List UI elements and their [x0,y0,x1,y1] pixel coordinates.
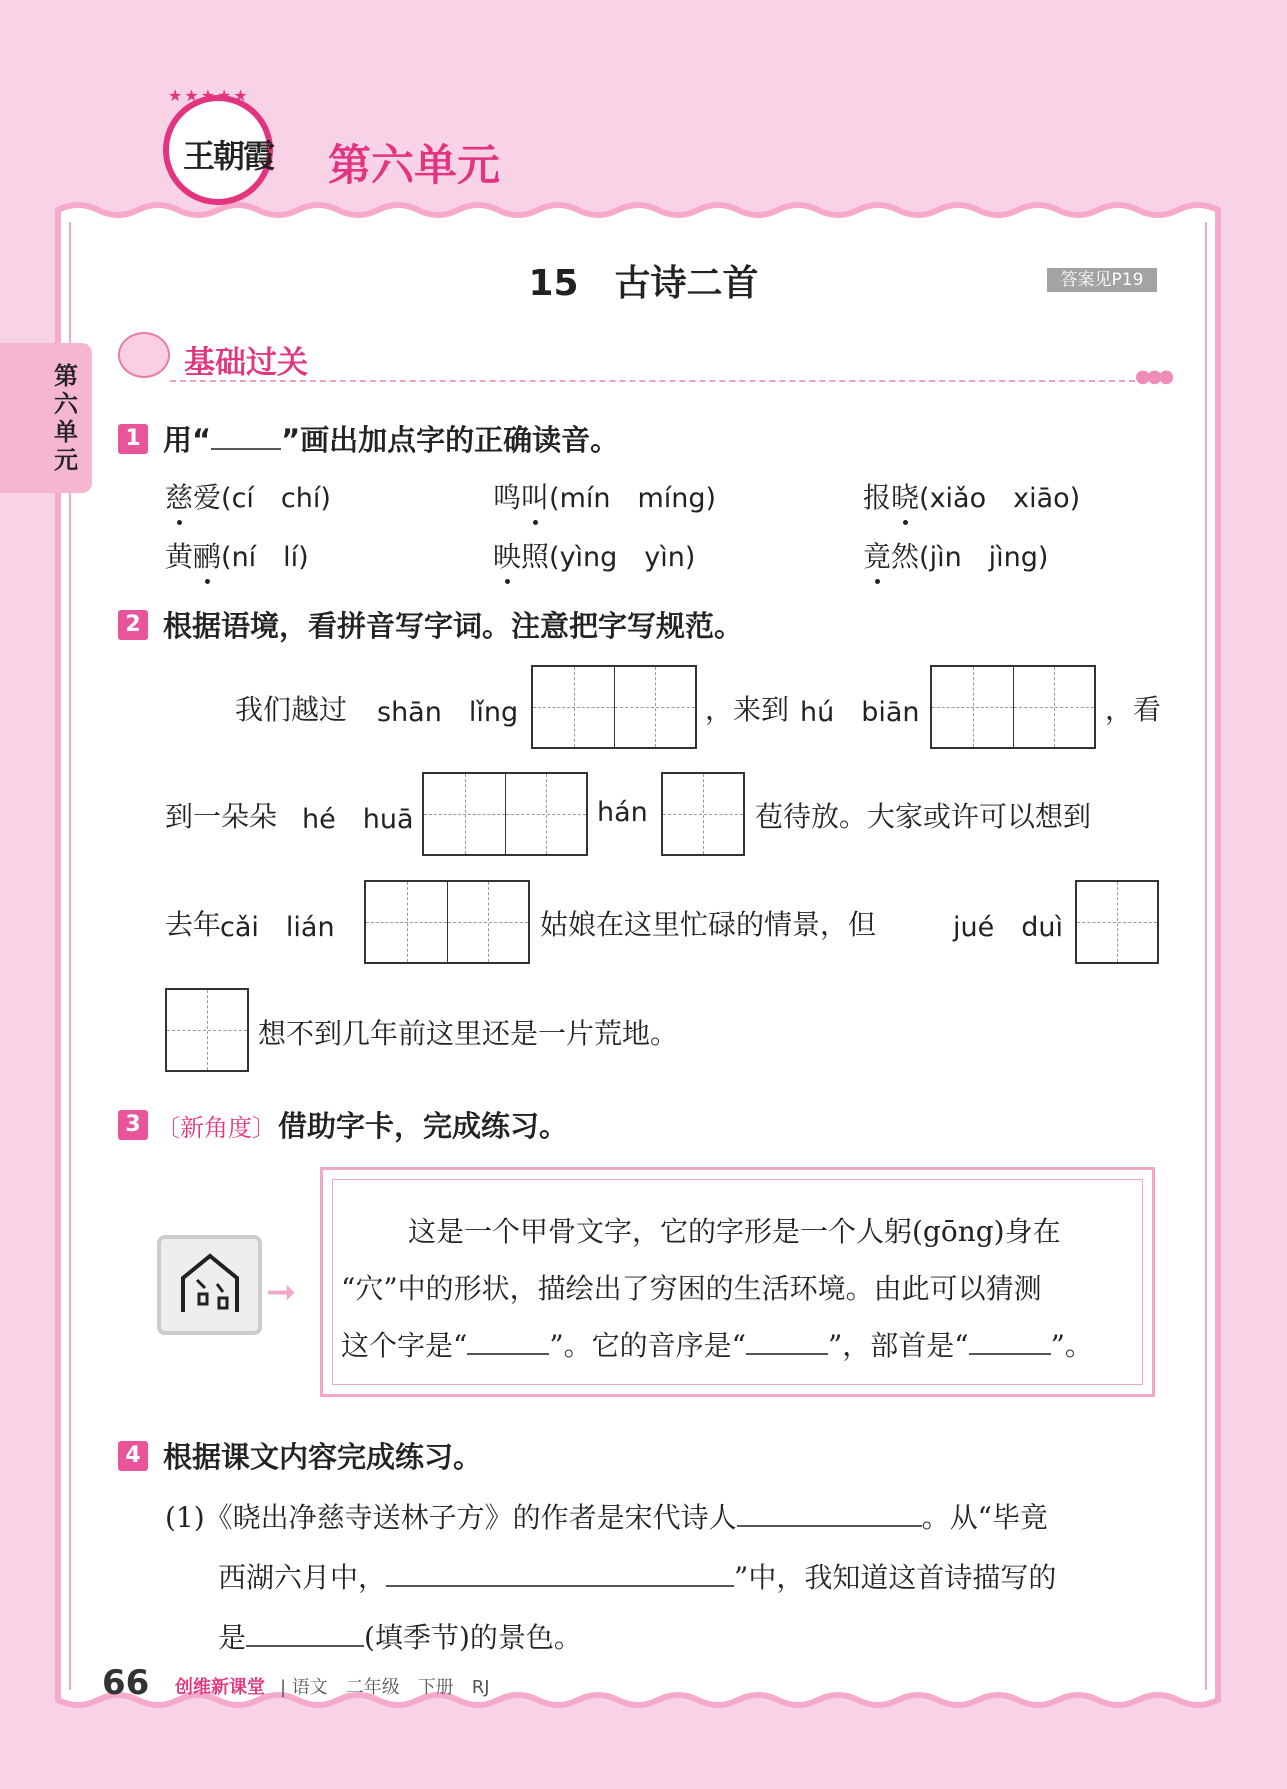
passage-text: (1)《晓出净慈寺送林子方》的作者是宋代诗人 。从“毕竟 [165,1501,1048,1534]
writing-grid[interactable] [661,772,745,856]
side-tab-label: 第六单元 [54,362,78,474]
info-text: 这是一个甲骨文字，它的字形是一个人躬(gōng)身在 [408,1215,1061,1248]
list-item: 映 照(yìng yìn) [493,535,695,575]
list-item: 慈 爱(cí chí) [165,476,331,516]
writing-grid[interactable] [1075,880,1159,964]
passage-text: 西湖六月中， ”中，我知道这首诗描写的 [218,1561,1057,1594]
star-icon: ★★★★★ [168,86,250,105]
writing-grid[interactable] [531,665,697,749]
writing-grid[interactable] [364,880,530,964]
passage-text: 苞待放。大家或许可以想到 [755,800,1092,833]
writing-grid[interactable] [422,772,588,856]
pinyin: jué duì [953,912,1063,943]
passage-text: 我们越过 [235,693,348,726]
answer-reference: 答案见P19 [1047,268,1157,292]
lesson-title: 15 古诗二首 [528,263,759,304]
question-number: 2 [118,610,148,640]
answer-blank[interactable] [737,1499,922,1527]
pinyin: cǎi lián [220,912,335,943]
list-item: 鸣叫 (mín míng) [493,476,716,516]
passage-text: 姑娘在这里忙碌的情景，但 [540,908,877,941]
info-text: “穴”中的形状，描绘出了穷困的生活环境。由此可以猜测 [341,1272,1042,1305]
question-prompt: 根据语境，看拼音写字词。注意把字写规范。 [163,609,744,643]
passage-text: 到一朵朵 [165,800,278,833]
passage-text: ，看 [1105,693,1162,726]
oracle-glyph-icon [175,1250,245,1320]
question-number: 1 [118,424,148,454]
unit-title: 第六单元 [328,141,500,191]
answer-blank[interactable] [467,1327,549,1355]
question-prompt: 用“ ”画出加点字的正确读音。 [163,423,620,457]
question-number: 3 [118,1110,148,1140]
pinyin: hé huā [302,804,414,835]
page-number: 66 [102,1663,150,1703]
writing-grid[interactable] [165,988,249,1072]
passage-text: 想不到几年前这里还是一片荒地。 [258,1017,679,1050]
info-text: 这个字是“ ”。它的音序是“ ”，部首是“ ”。 [341,1329,1093,1362]
arrow-right-icon: ➞ [266,1272,297,1313]
passage-text: 是 (填季节)的景色。 [218,1621,582,1654]
list-item: 黄鹂 (ní lí) [165,535,309,575]
section-title: 基础过关 [184,345,308,381]
writing-grid[interactable] [930,665,1096,749]
answer-blank[interactable] [746,1327,828,1355]
answer-blank[interactable] [969,1327,1051,1355]
answer-blank[interactable] [246,1619,364,1647]
brand-logo-text: 王朝霞 [183,137,274,175]
answer-blank[interactable] [386,1559,734,1587]
passage-text: ，来到 [705,693,790,726]
question-number: 4 [118,1441,148,1471]
list-item: 报晓 (xiǎo xiāo) [863,476,1080,516]
pinyin: shān lǐng [377,697,519,728]
question-prompt: 根据课文内容完成练习。 [163,1440,483,1474]
decor-dots-icon: ●●● [1135,366,1171,387]
footer-book-info: | 语文 二年级 下册 RJ [280,1677,490,1698]
passage-text: 去年 [165,908,222,941]
footer-brand: 创维新课堂 [175,1677,265,1698]
mascot-icon [118,332,170,378]
question-prompt: 借助字卡，完成练习。 [278,1109,569,1143]
section-divider [170,380,1145,382]
new-angle-tag: 〔新角度〕 [156,1114,276,1142]
pinyin: hán [597,797,648,828]
list-item: 竟 然(jìn jìng) [863,535,1048,575]
pinyin: hú biān [800,697,920,728]
